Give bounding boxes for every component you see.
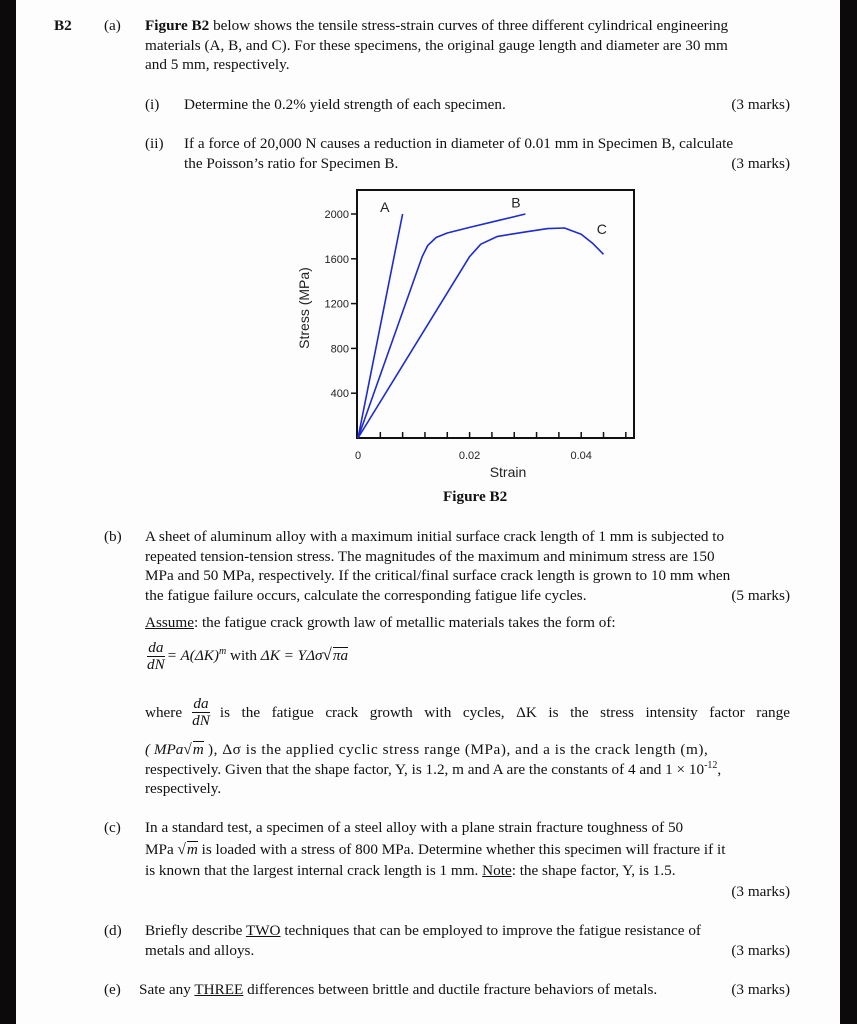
intro-text: below shows the tensile stress-strain curves of three different cylindrical engineering bbox=[209, 17, 729, 34]
sub-ii-marks: (3 marks) bbox=[731, 154, 790, 172]
sqrt-icon: √ bbox=[322, 644, 332, 664]
where-word: where bbox=[145, 703, 183, 721]
y-tick-label: 400 bbox=[330, 388, 349, 401]
crack-growth-equation bbox=[145, 640, 348, 673]
part-e-label: (e) bbox=[104, 981, 121, 998]
part-c-line2-text: is loaded with a stress of 800 MPa. Determine whether this specimen will fracture if it bbox=[197, 841, 726, 858]
frac-num: da bbox=[193, 695, 209, 712]
part-b-line3: MPa and 50 MPa, respectively. If the critical/final surface crack length is grown to 10 mm when bbox=[145, 567, 731, 584]
y-tick-label: 2000 bbox=[324, 209, 349, 221]
part-a-intro-line3: and 5 mm, respectively. bbox=[145, 56, 290, 73]
where-line1-text: is the fatigue crack growth with cycles, ΔK is the stress intensity factor range bbox=[219, 703, 790, 721]
curve-label-c: C bbox=[596, 221, 607, 238]
exam-page bbox=[16, 0, 840, 1024]
sub-ii-line2: the Poisson’s ratio for Specimen B. bbox=[184, 154, 399, 172]
frac-den: dN bbox=[192, 712, 210, 729]
unit-sqrt: m bbox=[186, 841, 198, 858]
part-d-line1 bbox=[145, 921, 701, 941]
part-d-emph: TWO bbox=[245, 922, 281, 939]
part-c-label: (c) bbox=[104, 819, 121, 836]
x-tick-label: 0.02 bbox=[458, 450, 481, 462]
curve-label-b: B bbox=[511, 194, 521, 211]
part-b-line4: the fatigue failure occurs, calculate the corresponding fatigue life cycles. bbox=[145, 586, 587, 604]
part-c-line1: In a standard test, a specimen of a steel alloy with a plane strain fracture toughness of 50 bbox=[145, 819, 684, 836]
part-c-line2 bbox=[145, 840, 725, 860]
y-tick-label: 1600 bbox=[324, 253, 349, 266]
figure-ref: Figure B2 bbox=[145, 17, 210, 34]
where-line3 bbox=[145, 760, 721, 780]
question-number: B2 bbox=[54, 17, 72, 34]
note-label: Note bbox=[482, 862, 512, 879]
where-line2-text: ), Δσ is the applied cyclic stress range (MPa), and a is the crack length (m), bbox=[203, 741, 709, 758]
part-d-pre: Briefly describe bbox=[145, 922, 246, 939]
part-d-post: techniques that can be employed to improve the fatigue resistance of bbox=[280, 922, 701, 939]
sub-ii-label: (ii) bbox=[145, 135, 164, 152]
part-d-label: (d) bbox=[104, 922, 122, 939]
part-e-text bbox=[139, 980, 657, 1000]
curve-label-a: A bbox=[380, 198, 390, 215]
part-c-line3 bbox=[145, 861, 676, 881]
frac-den: dN bbox=[147, 656, 165, 673]
exponent: -12 bbox=[704, 759, 718, 771]
part-a-intro-line1 bbox=[145, 16, 790, 36]
part-c-line3-post: : the shape factor, Y, is 1.5. bbox=[511, 862, 676, 879]
part-d-line2: metals and alloys. bbox=[145, 941, 255, 959]
where-line4: respectively. bbox=[145, 780, 222, 797]
curve-a bbox=[358, 214, 403, 438]
part-e-pre: Sate any bbox=[139, 981, 195, 998]
assume-label: Assume bbox=[145, 614, 194, 631]
sqrt-icon: √ bbox=[177, 841, 186, 858]
part-b-line1: A sheet of aluminum alloy with a maximum initial surface crack length of 1 mm is subjected to bbox=[145, 528, 725, 545]
sub-i-label: (i) bbox=[145, 96, 160, 113]
part-a-label: (a) bbox=[104, 17, 121, 34]
assume-text: : the fatigue crack growth law of metallic materials takes the form of: bbox=[193, 614, 616, 631]
part-b-label: (b) bbox=[104, 528, 122, 545]
eq-rhs1: = A(ΔK) bbox=[166, 646, 219, 664]
part-b-line2: repeated tension-tension stress. The magnitudes of the maximum and minimum stress are 150 bbox=[145, 547, 715, 565]
assume-line bbox=[145, 613, 616, 633]
part-c-marks: (3 marks) bbox=[731, 883, 790, 900]
comma: , bbox=[717, 760, 722, 778]
part-e-post: differences between brittle and ductile fracture behaviors of metals. bbox=[243, 981, 658, 998]
da-dn-fraction bbox=[147, 640, 165, 673]
part-c-line3-pre: is known that the largest internal crack length is 1 mm. bbox=[145, 862, 483, 879]
where-line1 bbox=[145, 696, 790, 729]
eq-sqrt-arg: πa bbox=[332, 646, 349, 664]
y-tick-label: 1200 bbox=[324, 298, 349, 311]
x-tick-label: 0.04 bbox=[570, 450, 592, 462]
sqrt-icon: √ bbox=[183, 741, 192, 758]
sub-i-text: Determine the 0.2% yield strength of each specimen. bbox=[184, 96, 506, 113]
eq-with: with bbox=[226, 646, 261, 664]
curve-b bbox=[358, 214, 525, 438]
plot-frame bbox=[357, 190, 634, 438]
part-d-marks: (3 marks) bbox=[731, 941, 790, 959]
unit-pre: MPa bbox=[145, 841, 174, 858]
where-line3-text: respectively. Given that the shape factor, Y, is 1.2, m and A are the constants of 4 and 1 × 10 bbox=[145, 760, 705, 778]
where-fraction bbox=[192, 696, 210, 729]
eq-exponent: m bbox=[218, 645, 227, 657]
sub-ii-line1: If a force of 20,000 N causes a reduction in diameter of 0.01 mm in Specimen B, calculate bbox=[184, 135, 734, 152]
part-b-marks: (5 marks) bbox=[731, 586, 790, 604]
part-e-emph: THREE bbox=[194, 981, 244, 998]
part-e-marks: (3 marks) bbox=[731, 981, 790, 998]
frac-num: da bbox=[148, 639, 164, 656]
y-tick-label: 800 bbox=[330, 343, 349, 356]
x-axis-label: Strain bbox=[489, 464, 527, 480]
x-tick-label: 0 bbox=[354, 450, 362, 462]
eq-rhs2: ΔK = YΔσ bbox=[260, 646, 323, 664]
y-axis-label: Stress (MPa) bbox=[296, 267, 312, 349]
figure-caption: Figure B2 bbox=[443, 488, 508, 505]
unit-pre: ( MPa bbox=[145, 741, 184, 758]
part-a-intro-line2: materials (A, B, and C). For these specimens, the original gauge length and diameter are 30 mm bbox=[145, 36, 728, 54]
where-line2 bbox=[145, 740, 708, 760]
sub-i-marks: (3 marks) bbox=[731, 96, 790, 113]
unit-sqrt: m bbox=[192, 741, 204, 758]
stress-strain-chart bbox=[290, 185, 650, 485]
